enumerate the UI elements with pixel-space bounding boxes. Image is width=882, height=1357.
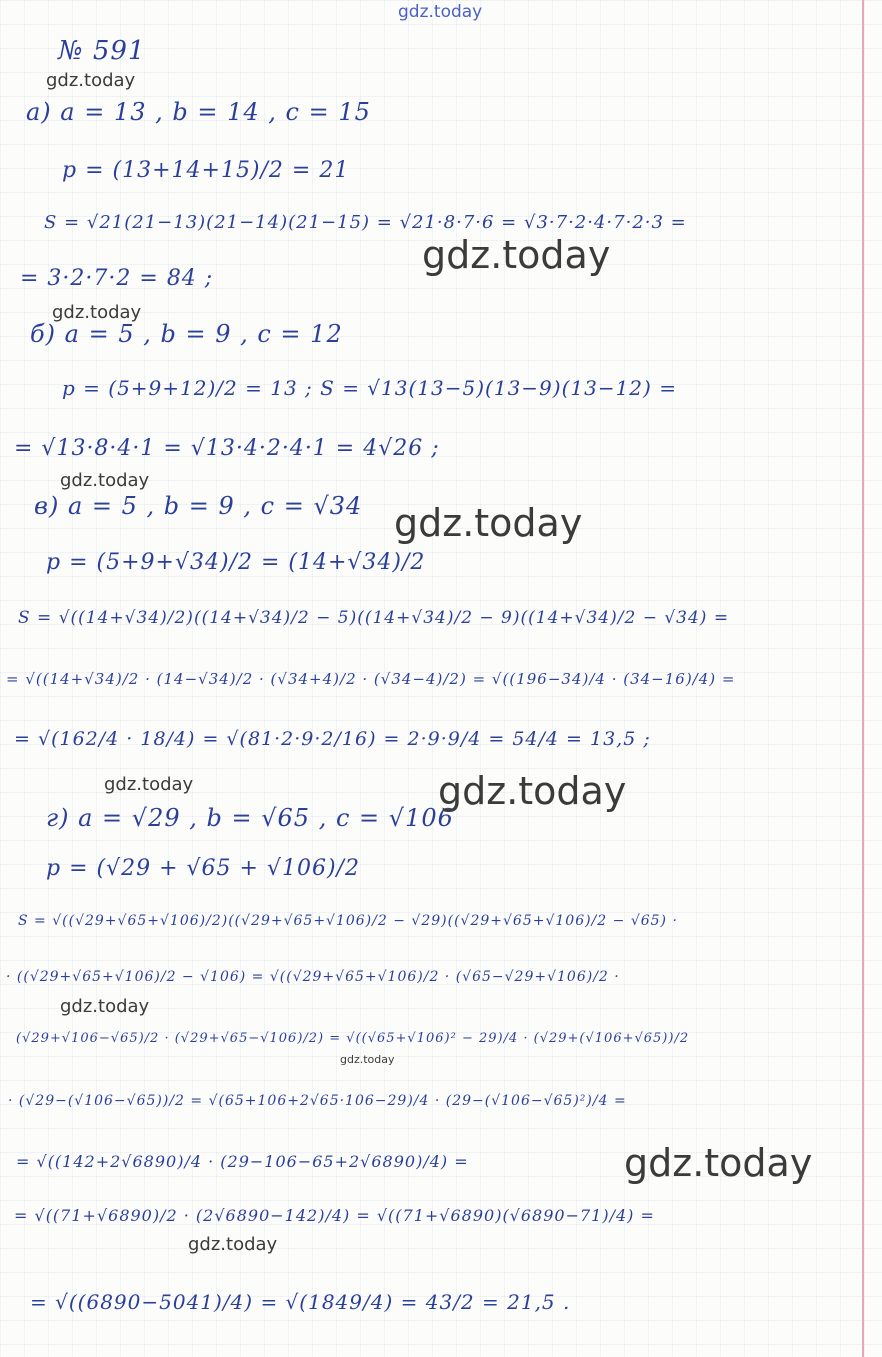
watermark: gdz.today (340, 1053, 395, 1066)
margin-line (862, 0, 864, 1357)
watermark: gdz.today (46, 70, 136, 91)
watermark-top: gdz.today (398, 2, 483, 22)
part-g-semiperimeter: p = (√29 + √65 + √106)/2 (46, 856, 360, 881)
part-v-area: S = √((14+√34)/2)((14+√34)/2 − 5)((14+√34)/2 − 9)((14+√34)/2 − √34) = (18, 608, 730, 628)
part-g-given: г) a = √29 , b = √65 , c = √106 (46, 804, 454, 832)
part-a-result: = 3·2·7·2 = 84 ; (20, 266, 214, 291)
part-v-step-1: = √((14+√34)/2 · (14−√34)/2 · (√34+4)/2 · (√34−4)/2) = √((196−34)/4 · (34−16)/4) = (6, 670, 736, 688)
part-g-step-5: = √((71+√6890)/2 · (2√6890−142)/4) = √((71+√6890)(√6890−71)/4) = (14, 1206, 655, 1225)
watermark: gdz.today (60, 470, 150, 491)
part-g-step-2: (√29+√106−√65)/2 · (√29+√65−√106)/2) = √((√65+√106)² − 29)/4 · (√29+(√106+√65))/2 (16, 1031, 690, 1046)
watermark: gdz.today (394, 501, 583, 545)
part-a-semiperimeter: p = (13+14+15)/2 = 21 (62, 158, 350, 183)
watermark: gdz.today (624, 1141, 813, 1185)
part-b-given: б) a = 5 , b = 9 , c = 12 (30, 320, 343, 348)
part-b-result: = √13·8·4·1 = √13·4·2·4·1 = 4√26 ; (14, 436, 440, 461)
part-g-step-1: · ((√29+√65+√106)/2 − √106) = √((√29+√65+√106)/2 · (√65−√29+√106)/2 · (6, 969, 620, 985)
watermark: gdz.today (52, 302, 142, 323)
part-g-step-4: = √((142+2√6890)/4 · (29−106−65+2√6890)/4) = (16, 1152, 469, 1171)
watermark: gdz.today (188, 1234, 278, 1255)
part-a-given: а) a = 13 , b = 14 , c = 15 (26, 98, 371, 126)
part-g-area: S = √((√29+√65+√106)/2)((√29+√65+√106)/2 − √29)((√29+√65+√106)/2 − √65) · (18, 913, 678, 929)
problem-number: № 591 (58, 36, 146, 66)
watermark: gdz.today (104, 774, 194, 795)
part-g-result: = √((6890−5041)/4) = √(1849/4) = 43/2 = 21,5 . (30, 1290, 571, 1314)
part-a-area: S = √21(21−13)(21−14)(21−15) = √21·8·7·6 = √3·7·2·4·7·2·3 = (44, 212, 687, 233)
watermark: gdz.today (422, 233, 611, 277)
part-v-result: = √(162/4 · 18/4) = √(81·2·9·2/16) = 2·9·9/4 = 54/4 = 13,5 ; (14, 728, 651, 750)
part-g-step-3: · (√29−(√106−√65))/2 = √(65+106+2√65·106−29)/4 · (29−(√106−√65)²)/4 = (8, 1093, 627, 1109)
part-v-given: в) a = 5 , b = 9 , c = √34 (34, 492, 363, 520)
part-b-semiperimeter-area: p = (5+9+12)/2 = 13 ; S = √13(13−5)(13−9)(13−12) = (62, 376, 677, 400)
part-v-semiperimeter: p = (5+9+√34)/2 = (14+√34)/2 (46, 550, 426, 575)
watermark: gdz.today (438, 769, 627, 813)
watermark: gdz.today (60, 996, 150, 1017)
